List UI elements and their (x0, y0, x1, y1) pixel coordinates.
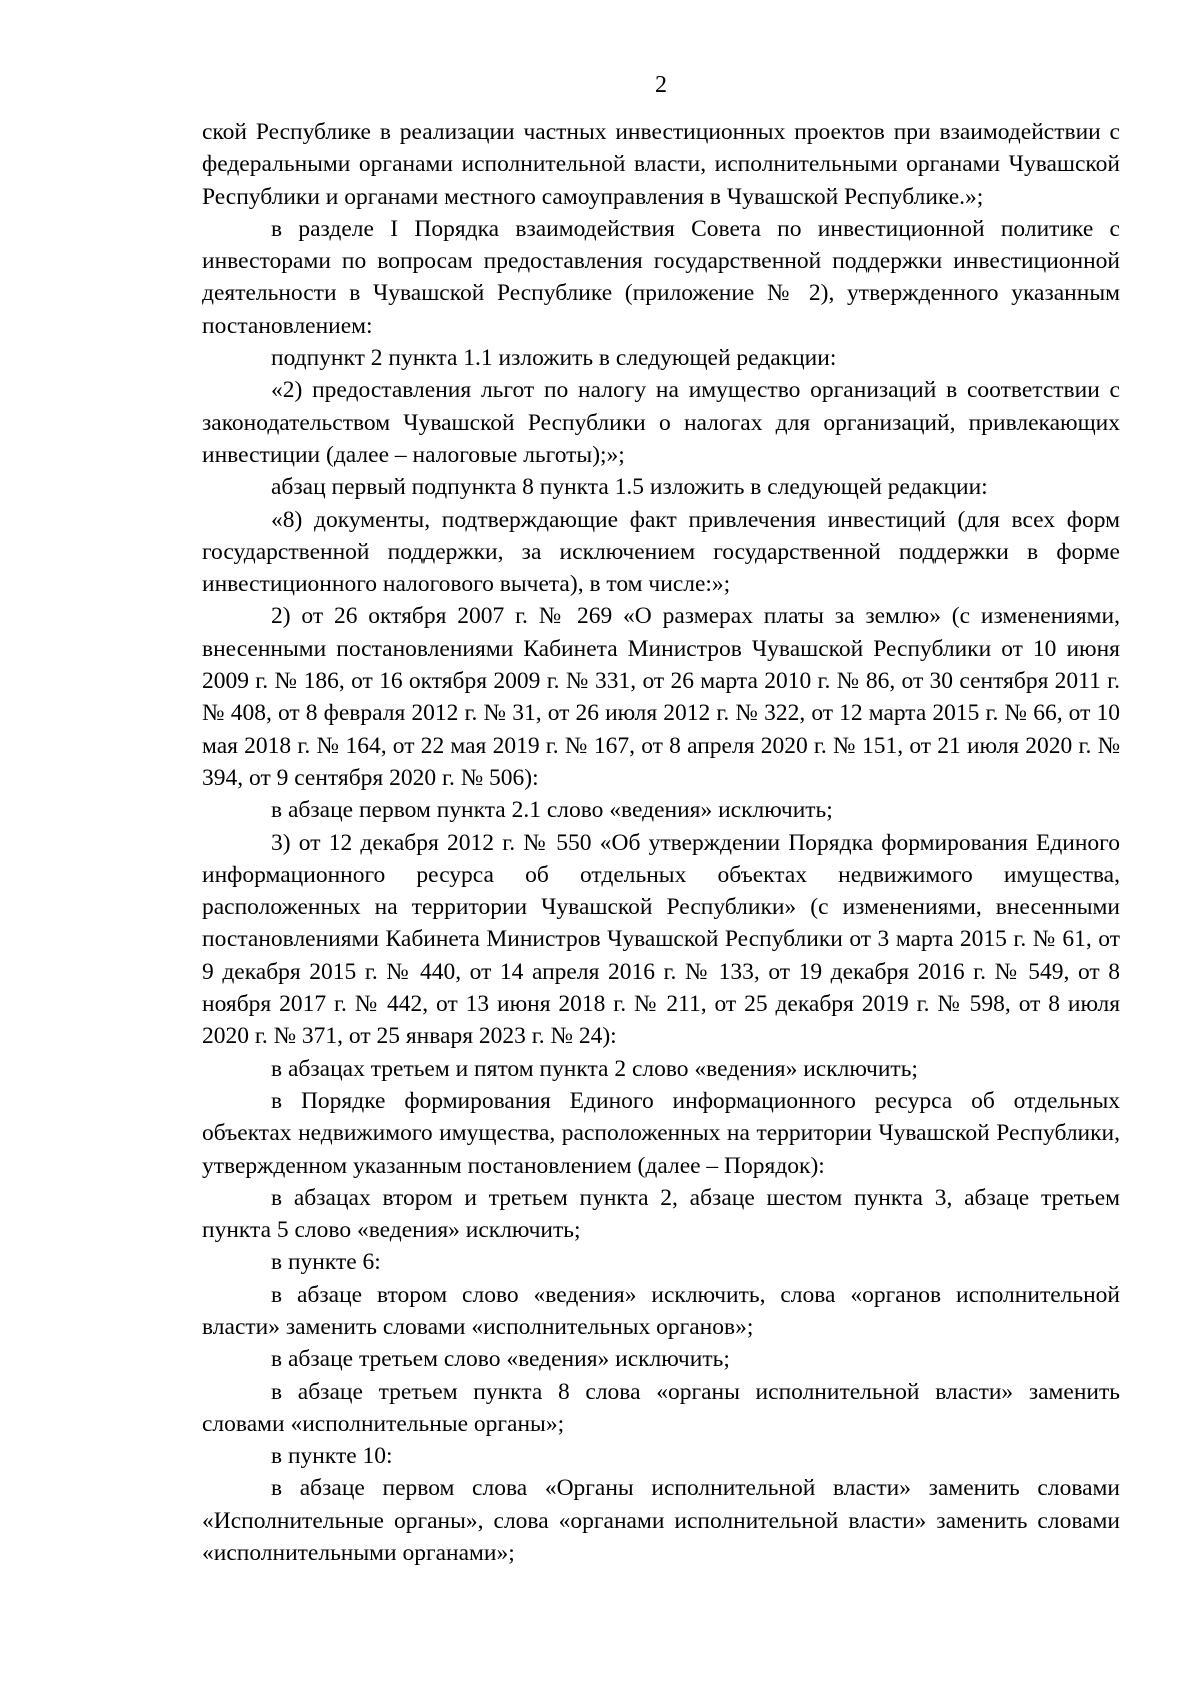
paragraph: в абзацах втором и третьем пункта 2, абзаце шестом пункта 3, абзаце третьем пункта 5 слово «ведения» исключить; (202, 1184, 1120, 1244)
paragraph: «8) документы, подтверждающие факт привлечения инвестиций (для всех форм государственной поддержки, за исключением государственной поддержки в форме инвестиционного налогового вычета), в том числе:»; (202, 506, 1120, 598)
paragraph: в абзаце втором слово «ведения» исключить, слова «органов исполнительной власти» заменить словами «исполнительных органов»; (202, 1281, 1120, 1340)
paragraph: «2) предоставления льгот по налогу на имущество организаций в соответствии с законодательством Чувашской Республики о налогах для организаций, привлекающих инвестиции (далее – налоговые льготы);»; (202, 377, 1120, 468)
paragraph: в пункте 6: (271, 1249, 381, 1276)
paragraph: в абзацах третьем и пятом пункта 2 слово «ведения» исключить; (271, 1055, 918, 1082)
paragraph: в абзаце первом слова «Органы исполнительной власти» заменить словами «Исполнительные органы», слова «органами исполнительной власти» заменить словами «исполнительными органами»; (202, 1475, 1120, 1567)
paragraph: в абзаце третьем слово «ведения» исключить; (271, 1346, 730, 1373)
paragraph: в абзаце первом пункта 2.1 слово «ведения» исключить; (271, 797, 833, 824)
paragraph: абзац первый подпункта 8 пункта 1.5 изложить в следующей редакции: (271, 474, 988, 501)
paragraph: подпункт 2 пункта 1.1 изложить в следующей редакции: (271, 345, 837, 372)
paragraph: в пункте 10: (271, 1443, 393, 1470)
paragraph: ской Республике в реализации частных инвестиционных проектов при взаимодействии с федеральными органами исполнительной власти, исполнительными органами Чувашской Республики и органами местного самоуправления в Чувашской Республике.»; (202, 119, 1120, 210)
paragraph: 3) от 12 декабря 2012 г. № 550 «Об утверждении Порядка формирования Единого информационного ресурса об отдельных объектах недвижимого имущества, расположенных на территории Чувашской Республики» (с изменениями, внесенными постановлениями Кабинета Министров Чувашской Республики от 3 марта 2015 г. № 61, от 9 декабря 2015 г. № 440, от 14 апреля 2016 г. № 133, от 19 декабря 2016 г. № 549, от 8 ноября 2017 г. № 442, от 13 июня 2018 г. № 211, от 25 декабря 2019 г. № 598, от 8 июля 2020 г. № 371, от 25 января 2023 г. № 24): (202, 829, 1120, 1050)
paragraph: в Порядке формирования Единого информационного ресурса об отдельных объектах недвижимого имущества, расположенных на территории Чувашской Республики, утвержденном указанным постановлением (далее – Порядок): (202, 1087, 1120, 1179)
document-body (202, 116, 1120, 1569)
paragraph: в разделе I Порядка взаимодействия Совета по инвестиционной политике с инвесторами по вопросам предоставления государственной поддержки инвестиционной деятельности в Чувашской Республике (приложение № 2), утвержденного указанным постановлением: (202, 215, 1120, 339)
page-number: 2 (655, 72, 667, 98)
paragraph: 2) от 26 октября 2007 г. № 269 «О размерах платы за землю» (с изменениями, внесенными постановлениями Кабинета Министров Чувашской Республики от 10 июня 2009 г. № 186, от 16 октября 2009 г. № 331, от 26 марта 2010 г. № 86, от 30 сентября 2011 г. № 408, от 8 февраля 2012 г. № 31, от 26 июля 2012 г. № 322, от 12 марта 2015 г. № 66, от 10 мая 2018 г. № 164, от 22 мая 2019 г. № 167, от 8 апреля 2020 г. № 151, от 21 июля 2020 г. № 394, от 9 сентября 2020 г. № 506): (202, 603, 1120, 791)
paragraph: в абзаце третьем пункта 8 слова «органы исполнительной власти» заменить словами «исполнительные органы»; (202, 1378, 1120, 1437)
